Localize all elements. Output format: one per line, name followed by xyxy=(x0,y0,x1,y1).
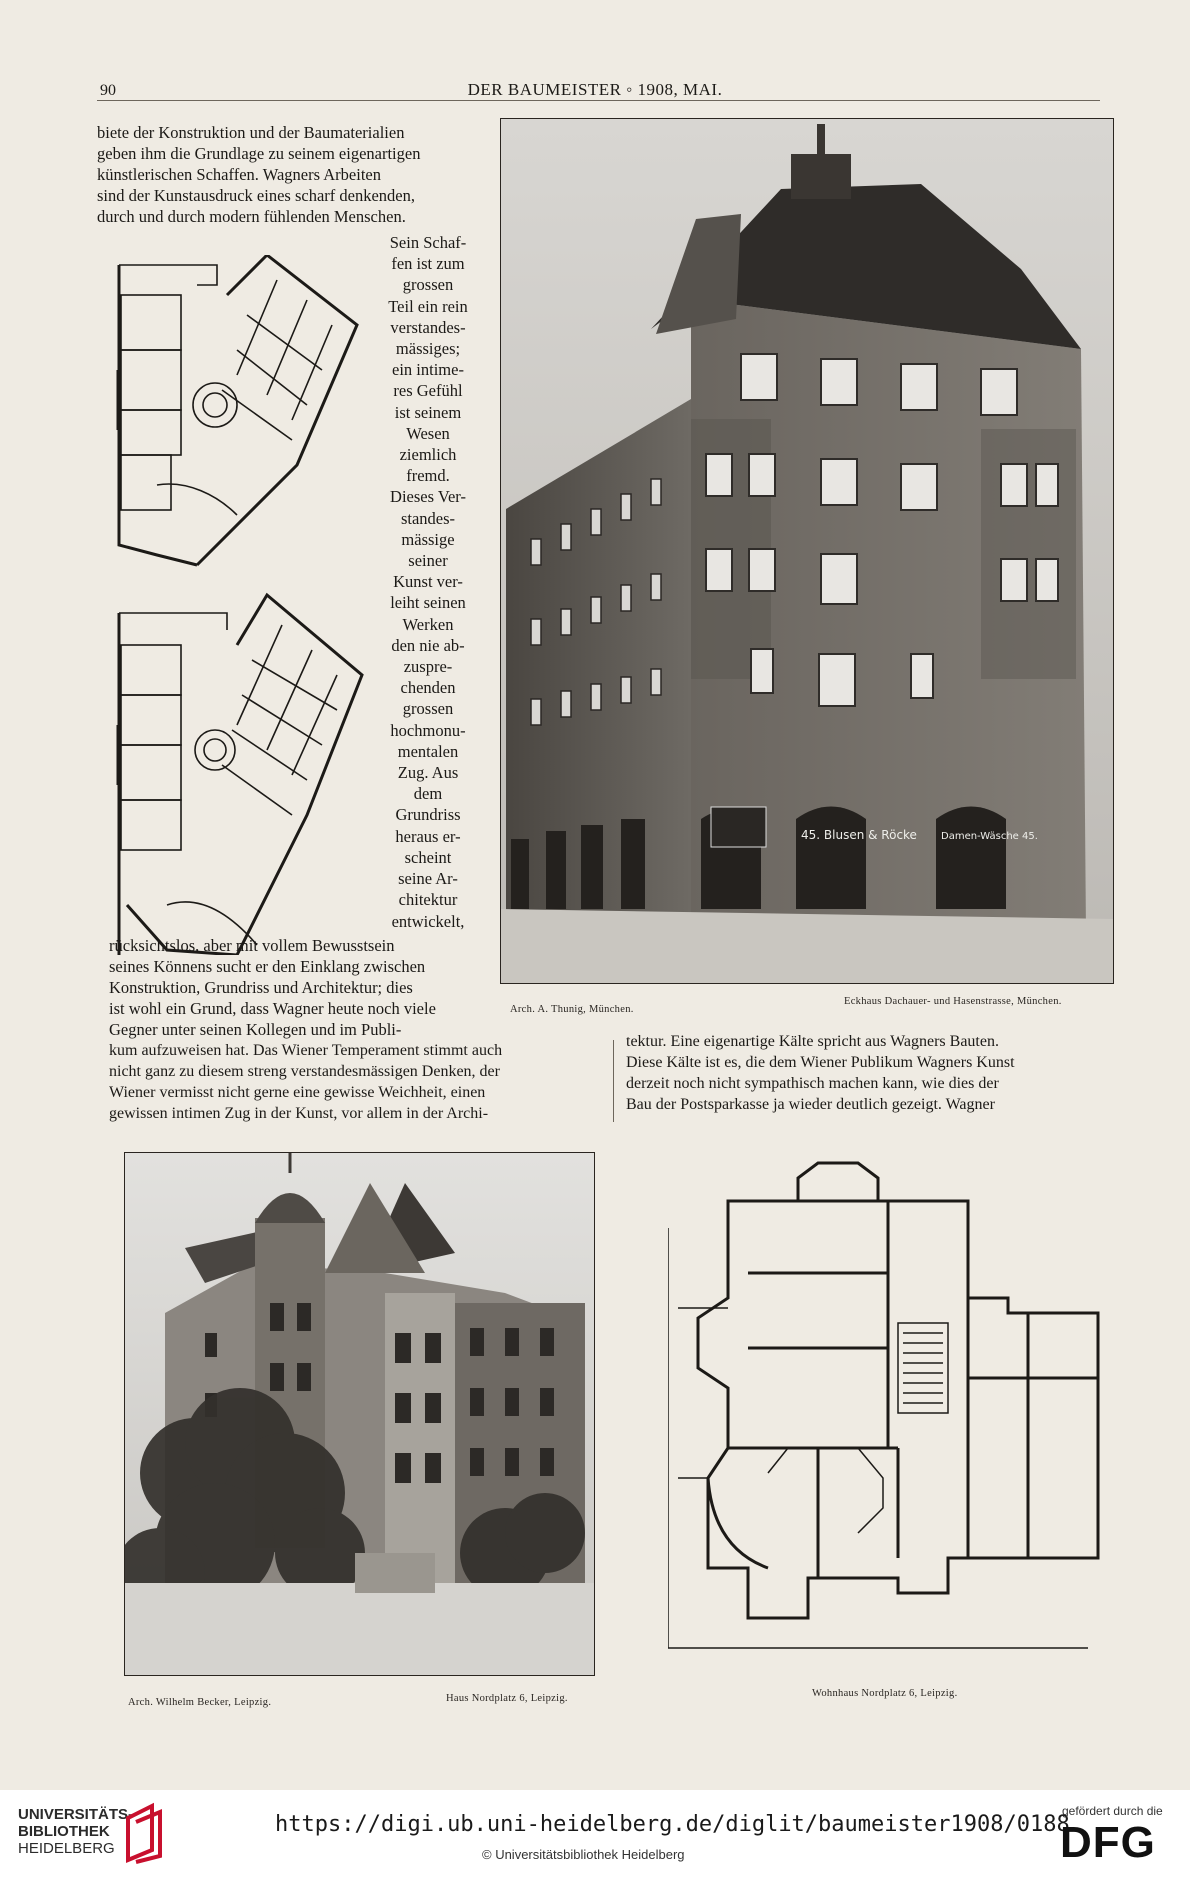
journal-header: DER BAUMEISTER ◦ 1908, MAI. xyxy=(467,80,723,99)
text-line: zuspre- xyxy=(403,657,453,677)
text-line: leiht seinen xyxy=(390,593,466,613)
photo-haus-nordplatz xyxy=(124,1152,595,1676)
text-line: biete der Konstruktion und der Baumaterialien xyxy=(97,123,405,142)
copyright-notice: © Universitätsbibliothek Heidelberg xyxy=(482,1847,685,1862)
caption-munich-architect: Arch. A. Thunig, München. xyxy=(510,1004,634,1015)
text-line: derzeit noch nicht sympathisch machen kann, wie dies der xyxy=(626,1075,999,1092)
text-column-right xyxy=(626,1031,1118,1115)
text-line: künstlerischen Schaffen. Wagners Arbeiten xyxy=(97,165,381,184)
text-narrow-column xyxy=(372,232,484,932)
library-name-line: HEIDELBERG xyxy=(18,1840,115,1857)
caption-munich-building: Eckhaus Dachauer- und Hasenstrasse, München. xyxy=(844,996,1062,1007)
text-line: Grundriss xyxy=(395,805,461,825)
column-divider xyxy=(613,1040,614,1122)
text-line: seine Ar- xyxy=(398,869,458,889)
text-line: ist seinem xyxy=(394,402,462,422)
text-line: sind der Kunstausdruck eines scharf denkenden, xyxy=(97,186,415,205)
photo-eckhaus-munich xyxy=(500,118,1114,984)
text-line: tektur. Eine eigenartige Kälte spricht aus Wagners Bauten. xyxy=(626,1033,999,1050)
text-line: mässige xyxy=(401,529,455,549)
text-block-mid xyxy=(109,935,485,1040)
text-line: ein intime- xyxy=(392,360,464,380)
library-logo-icon xyxy=(122,1802,166,1864)
text-line: hochmonu- xyxy=(390,720,466,740)
text-line: Wiener vermisst nicht gerne eine gewisse Weichheit, einen xyxy=(109,1084,486,1101)
building-illustration xyxy=(501,119,1113,983)
header-rule xyxy=(97,100,1100,101)
caption-leipzig-house: Haus Nordplatz 6, Leipzig. xyxy=(446,1693,568,1704)
text-line: grossen xyxy=(402,699,454,719)
page-number: 90 xyxy=(100,82,116,99)
shop-sign-1: 45. Blusen & Röcke xyxy=(801,828,917,842)
text-line: fen ist zum xyxy=(391,254,465,274)
text-line: mentalen xyxy=(397,741,459,761)
text-block-top xyxy=(97,122,475,227)
text-line: Gegner unter seinen Kollegen und im Publi- xyxy=(109,1020,402,1039)
caption-leipzig-plan: Wohnhaus Nordplatz 6, Leipzig. xyxy=(812,1688,958,1699)
text-line: Konstruktion, Grundriss und Architektur; dies xyxy=(109,978,413,997)
text-line: chitektur xyxy=(398,890,458,910)
text-line: seiner xyxy=(408,551,448,571)
dfg-logo: DFG xyxy=(1060,1818,1156,1867)
text-line: ist wohl ein Grund, dass Wagner heute noch viele xyxy=(109,999,436,1018)
text-line: scheint xyxy=(404,847,452,867)
text-line: seines Könnens sucht er den Einklang zwischen xyxy=(109,957,426,976)
text-line: verstandes- xyxy=(390,317,466,337)
library-logo-text xyxy=(18,1806,133,1857)
text-line: Werken xyxy=(402,614,454,634)
text-line: grossen xyxy=(402,275,454,295)
text-line: chenden xyxy=(400,678,456,698)
text-line: heraus er- xyxy=(395,826,461,846)
floor-plans-small xyxy=(97,255,369,955)
text-line: entwickelt, xyxy=(391,911,465,931)
text-line: den nie ab- xyxy=(391,635,465,655)
text-line: nicht ganz zu diesem streng verstandesmässigen Denken, der xyxy=(109,1063,500,1080)
text-line: dem xyxy=(413,784,443,804)
text-line: Diese Kälte ist es, die dem Wiener Publikum Wagners Kunst xyxy=(626,1054,1015,1071)
house-illustration xyxy=(125,1153,594,1675)
text-line: gewissen intimen Zug in der Kunst, vor allem in der Archi- xyxy=(109,1105,489,1122)
text-line: ziemlich xyxy=(399,445,457,465)
shop-sign-2: Damen-Wäsche 45. xyxy=(941,831,1038,842)
library-name-line: UNIVERSITÄTS- xyxy=(18,1806,134,1823)
text-line: geben ihm die Grundlage zu seinem eigenartigen xyxy=(97,144,421,163)
floor-plan-wohnhaus xyxy=(668,1148,1118,1670)
text-line: Kunst ver- xyxy=(393,572,463,592)
text-line: durch und durch modern fühlenden Menschen. xyxy=(97,207,406,226)
text-line: rücksichtslos, aber mit vollem Bewusstsein xyxy=(109,936,395,955)
library-name-line: BIBLIOTHEK xyxy=(18,1823,110,1840)
text-line: Bau der Postsparkasse ja wieder deutlich gezeigt. Wagner xyxy=(626,1096,995,1113)
text-line: fremd. xyxy=(406,466,450,486)
text-line: Zug. Aus xyxy=(397,763,459,783)
text-line: mässiges; xyxy=(395,339,461,359)
text-line: standes- xyxy=(400,508,456,528)
funding-note: gefördert durch die xyxy=(1062,1804,1163,1818)
text-line: Teil ein rein xyxy=(388,296,468,316)
text-line: res Gefühl xyxy=(393,381,463,401)
text-line: kum aufzuweisen hat. Das Wiener Temperament stimmt auch xyxy=(109,1042,503,1059)
text-line: Dieses Ver- xyxy=(390,487,466,507)
permalink-url[interactable]: https://digi.ub.uni-heidelberg.de/diglit/baumeister1908/0188 xyxy=(275,1812,1070,1837)
text-column-left xyxy=(109,1040,601,1124)
caption-leipzig-architect: Arch. Wilhelm Becker, Leipzig. xyxy=(128,1697,272,1708)
text-line: Wesen xyxy=(406,423,450,443)
text-line: Sein Schaf- xyxy=(389,233,467,252)
